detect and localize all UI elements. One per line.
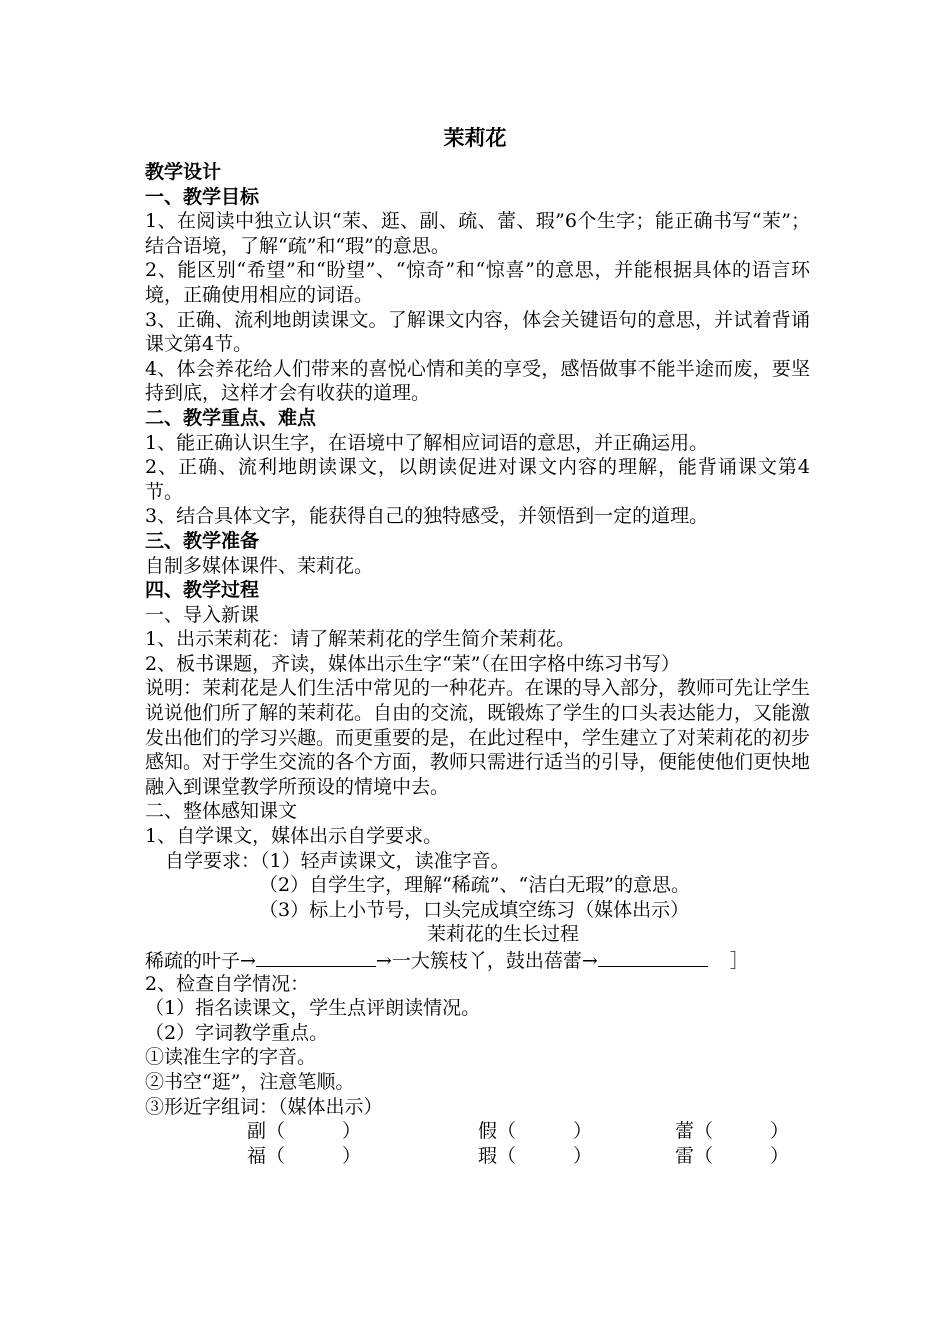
preparation-text: 自制多媒体课件、茉莉花。	[145, 554, 374, 577]
word-group-row-2	[145, 1144, 810, 1169]
process-step-1-2: 2、板书课题，齐读，媒体出示生字“茉”（在田字格中练习书写）	[145, 652, 681, 675]
key-point-3: 3、结合具体文字，能获得自己的独特感受，并领悟到一定的道理。	[145, 505, 709, 528]
section-heading-goals: 一、教学目标	[145, 185, 260, 208]
word-item: 蕾（ ）	[675, 1120, 790, 1143]
growth-text-start: 稀疏的叶子→	[145, 950, 256, 972]
word-item: 雷（ ）	[675, 1144, 790, 1167]
growth-process-title: 茉莉花的生长过程	[427, 923, 580, 946]
page-title: 茉莉花	[443, 126, 507, 150]
word-item: 副（ ）	[247, 1120, 362, 1143]
goal-4: 4、体会养花给人们带来的喜悦心情和美的享受，感悟做事不能半途而废，要坚持到底，这样才会有收获的道理。	[145, 357, 810, 405]
key-point-1: 1、能正确认识生字，在语境中了解相应词语的意思，并正确运用。	[145, 431, 709, 454]
growth-blank-2	[598, 947, 708, 967]
growth-fill-in-line	[145, 947, 810, 972]
word-item: 瑕（ ）	[478, 1144, 593, 1167]
word-item: 福（ ）	[247, 1144, 362, 1167]
growth-text-end: ］	[729, 950, 749, 972]
word-item: 假（ ）	[478, 1120, 593, 1143]
goal-1: 1、在阅读中独立认识“茉、逛、副、疏、蕾、瑕”6个生字；能正确书写“茉”；结合语境，了解“疏”和“瑕”的意思。	[145, 210, 810, 257]
section-heading-key-points: 二、教学重点、难点	[145, 406, 317, 429]
process-part-1-title: 一、导入新课	[145, 603, 260, 626]
goal-2: 2、能区别“希望”和“盼望”、“惊奇”和“惊喜”的意思，并能根据具体的语言环境，正确使用相应的词语。	[145, 259, 810, 306]
section-heading-process: 四、教学过程	[145, 579, 260, 602]
check-item-2: （2）字词教学重点。	[145, 1021, 329, 1044]
process-step-1-1: 1、出示茉莉花：请了解茉莉花的学生简介茉莉花。	[145, 628, 576, 651]
word-group-row-1	[145, 1119, 810, 1144]
process-step-2-2: 2、检查自学情况：	[145, 972, 310, 995]
growth-text-middle: →一大簇枝丫，鼓出蓓蕾→	[375, 950, 598, 972]
key-point-2: 2、正确、流利地朗读课文，以朗读促进对课文内容的理解，能背诵课文第4节。	[145, 456, 810, 503]
self-study-requirement-3: （3）标上小节号，口头完成填空练习（媒体出示）	[259, 898, 690, 921]
growth-blank-1	[256, 947, 376, 967]
section-heading-preparation: 三、教学准备	[145, 529, 260, 552]
goal-3: 3、正确、流利地朗读课文。了解课文内容，体会关键语句的意思，并试着背诵课文第4节。	[145, 308, 810, 356]
document-body	[145, 160, 810, 1168]
self-study-requirement-2: （2）自学生字，理解“稀疏”、“洁白无瑕”的意思。	[259, 874, 690, 897]
process-note: 说明：茉莉花是人们生活中常见的一种花卉。在课的导入部分，教师可先让学生说说他们所了解的茉莉花。自由的交流，既锻炼了学生的口头表达能力，又能激发出他们的学习兴趣。而更重要的是，在此过程中，学生建立了对茉莉花的初步感知。对于学生交流的各个方面，教师只需进行适当的引导，便能使他们更快地融入到课堂教学所预设的情境中去。	[145, 677, 811, 798]
check-item-4: ②书空“逛”，注意笔顺。	[145, 1070, 355, 1093]
check-item-5: ③形近字组词：（媒体出示）	[145, 1095, 383, 1118]
self-study-requirement-1: 自学要求：（1）轻声读课文，读准字音。	[165, 849, 510, 872]
heading-teaching-design: 教学设计	[145, 161, 222, 183]
process-part-2-title: 二、整体感知课文	[145, 800, 298, 823]
check-item-3: ①读准生字的字音。	[145, 1046, 317, 1069]
process-step-2-1: 1、自学课文，媒体出示自学要求。	[145, 825, 443, 848]
check-item-1: （1）指名读课文，学生点评朗读情况。	[145, 997, 481, 1020]
